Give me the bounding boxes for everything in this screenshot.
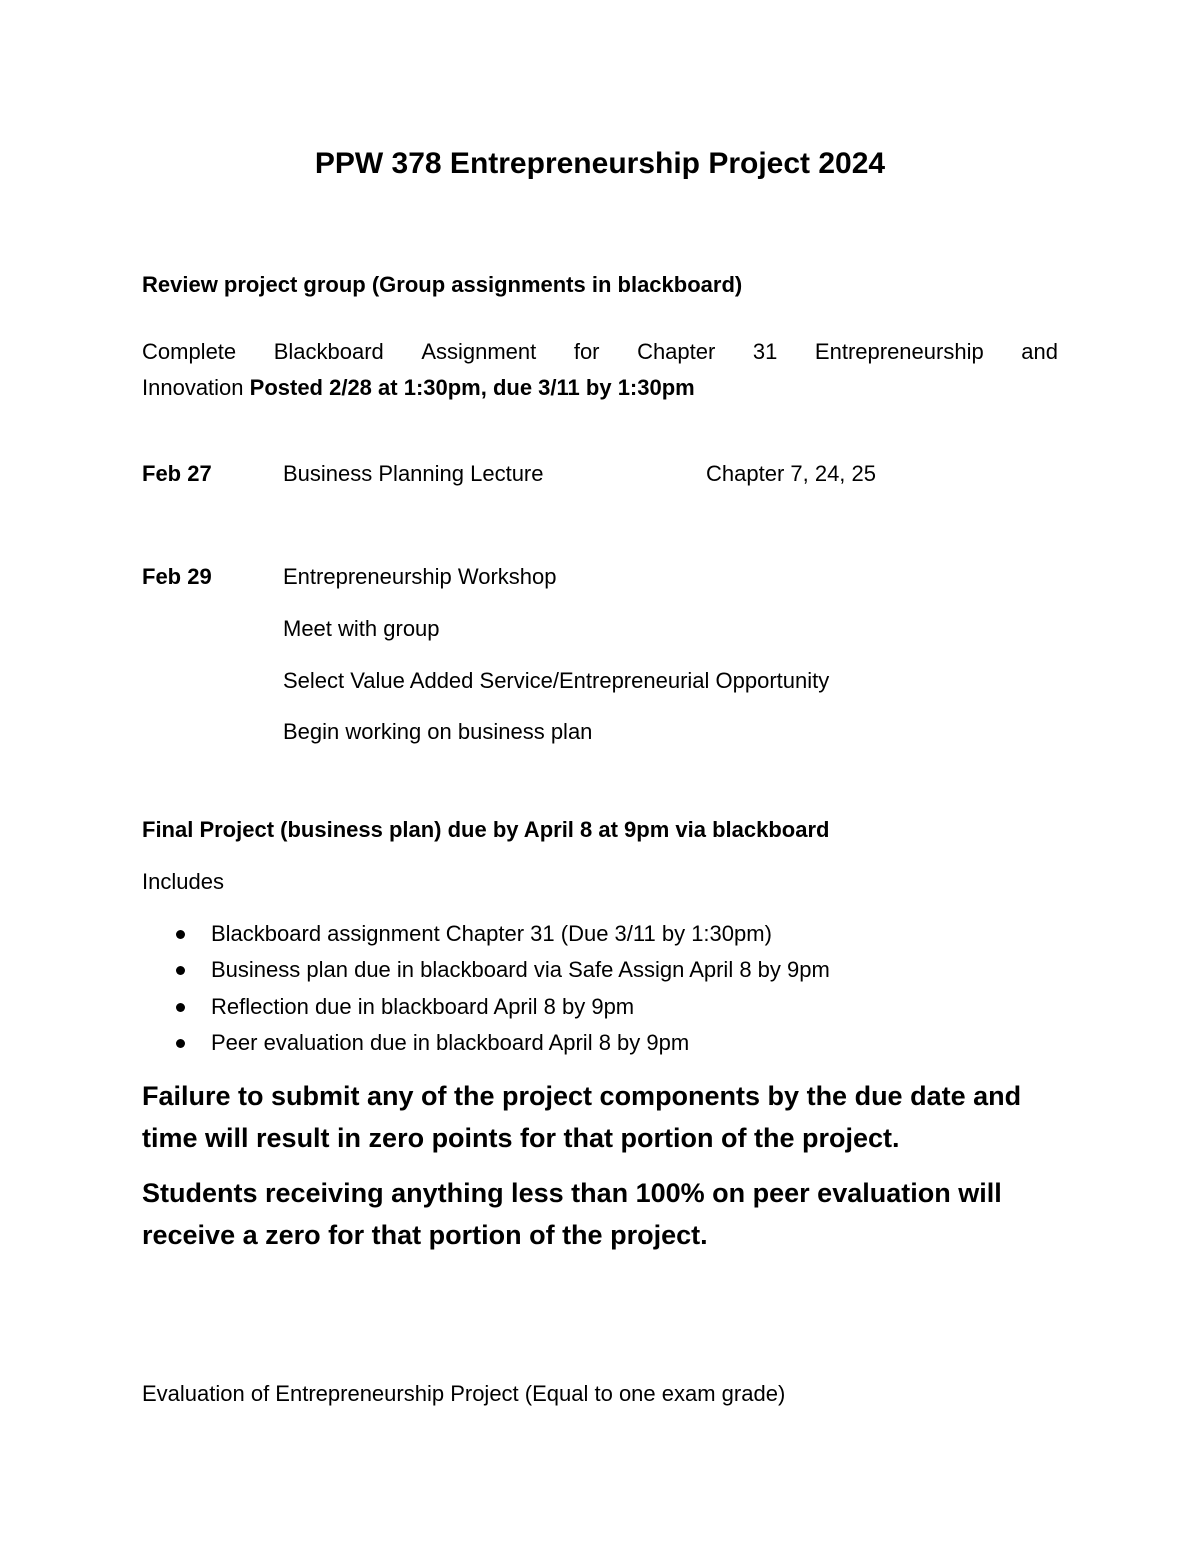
schedule-date-feb-29: Feb 29 — [142, 564, 212, 589]
word: Blackboard — [273, 339, 384, 364]
schedule-item: Business Planning Lecture — [283, 461, 544, 486]
list-item-text: Business plan due in blackboard via Safe Assign April 8 by 9pm — [211, 957, 830, 983]
word: and — [1021, 339, 1058, 364]
list-item — [142, 952, 830, 988]
list-item — [142, 1025, 830, 1061]
complete-assignment-dates: Posted 2/28 at 1:30pm, due 3/11 by 1:30pm — [249, 375, 695, 400]
schedule-chapters: Chapter 7, 24, 25 — [706, 461, 877, 486]
complete-assignment-plain: Innovation — [142, 375, 250, 400]
word: Chapter — [637, 339, 716, 364]
complete-assignment-line2 — [142, 373, 695, 403]
word: Entrepreneurship — [814, 339, 984, 364]
schedule-item: Begin working on business plan — [283, 719, 593, 744]
word: Assignment — [421, 339, 537, 364]
bullet-icon — [176, 966, 185, 975]
review-group-heading: Review project group (Group assignments in blackboard) — [142, 272, 743, 297]
list-item-text: Peer evaluation due in blackboard April 8 by 9pm — [211, 1029, 690, 1055]
final-project-heading: Final Project (business plan) due by April 8 at 9pm via blackboard — [142, 817, 830, 842]
includes-list — [142, 916, 830, 1061]
complete-assignment-line1 — [142, 337, 1058, 367]
schedule-item: Entrepreneurship Workshop — [283, 564, 557, 589]
list-item-text: Blackboard assignment Chapter 31 (Due 3/11 by 1:30pm) — [211, 921, 772, 946]
word: Complete — [142, 339, 237, 364]
list-item-text: Reflection due in blackboard April 8 by 9pm — [211, 993, 635, 1019]
schedule-item: Meet with group — [283, 616, 440, 641]
word: 31 — [752, 339, 778, 364]
warning-peer-evaluation: Students receiving anything less than 100% on peer evaluation will receive a zero for that portion of the project. — [142, 1178, 1002, 1250]
schedule-item: Select Value Added Service/Entrepreneurial Opportunity — [283, 668, 830, 693]
warning-late-submission: Failure to submit any of the project components by the due date and time will result in zero points for that portion of the project. — [142, 1081, 1022, 1153]
bullet-icon — [176, 1039, 185, 1048]
list-item — [142, 989, 830, 1025]
evaluation-heading: Evaluation of Entrepreneurship Project (Equal to one exam grade) — [142, 1381, 786, 1406]
document-title: PPW 378 Entrepreneurship Project 2024 — [314, 147, 886, 180]
word: for — [573, 339, 600, 364]
bullet-icon — [176, 1003, 185, 1012]
list-item — [142, 916, 830, 952]
includes-label: Includes — [142, 869, 224, 894]
bullet-icon — [176, 930, 185, 939]
schedule-date-feb-27: Feb 27 — [142, 461, 212, 486]
